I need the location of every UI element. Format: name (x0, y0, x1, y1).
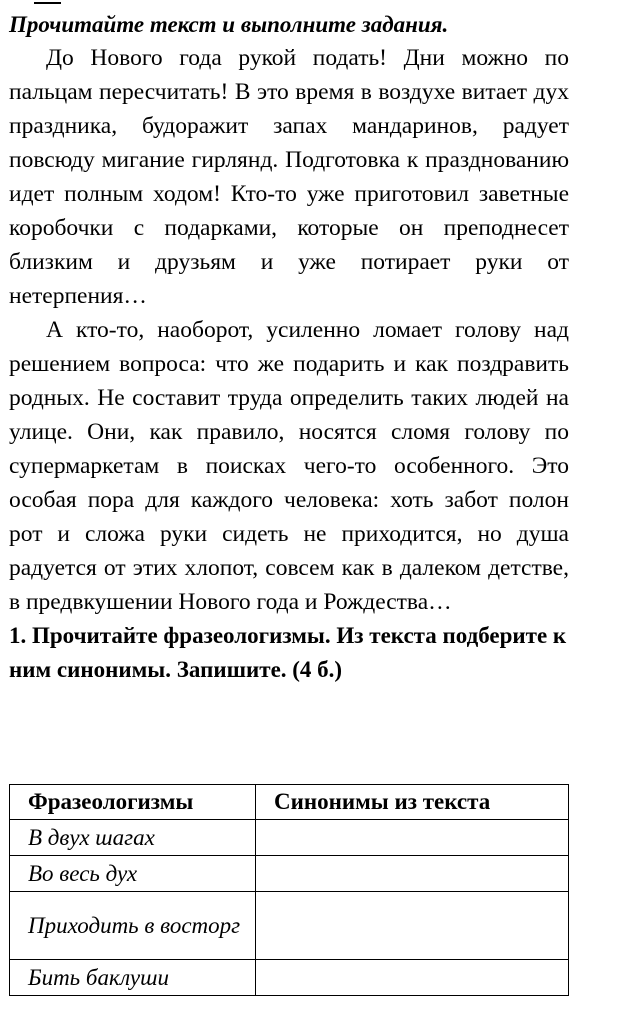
header-phraseologisms: Фразеологизмы (10, 785, 256, 820)
synonym-answer-cell[interactable] (256, 820, 569, 856)
table-header-row (10, 785, 569, 820)
task-1-instruction: 1. Прочитайте фразеологизмы. Из текста подберите к ним синонимы. Запишите. (4 б.) (9, 623, 567, 682)
header-synonyms: Синонимы из текста (256, 785, 569, 820)
phrase-cell: В двух шагах (10, 820, 256, 856)
phrase-cell: Бить баклуши (10, 960, 256, 996)
phraseology-table (9, 784, 569, 996)
table-row (10, 960, 569, 996)
phrase-cell: Во весь дух (10, 856, 256, 892)
text-paragraph-2: А кто-то, наоборот, усиленно ломает голову над решением вопроса: что же подарить и как поздравить родных. Не составит труда определить таких людей на улице. Они, как правило, носятся сломя голову по супермаркетам в поисках чего-то особенного. Это особая пора для каждого человека: хоть забот полон рот и сложа руки сидеть не приходится, но душа радуется от этих хлопот, совсем как в далеком детстве, в предвкушении Нового года и Рождества… (9, 317, 569, 615)
synonym-answer-cell[interactable] (256, 960, 569, 996)
table-row (10, 892, 569, 960)
synonym-answer-cell[interactable] (256, 892, 569, 960)
document-heading: Прочитайте текст и выполните задания. (9, 12, 449, 37)
table-row (10, 820, 569, 856)
synonym-answer-cell[interactable] (256, 856, 569, 892)
phrase-cell: Приходить в восторг (10, 892, 256, 960)
document-page (9, 0, 569, 687)
table-row (10, 856, 569, 892)
text-paragraph-1: До Нового года рукой подать! Дни можно по пальцам пересчитать! В это время в воздухе витает дух праздника, будоражит запах мандаринов, радует повсюду мигание гирлянд. Подготовка к празднованию идет полным ходом! Кто-то уже приготовил заветные коробочки с подарками, которые он преподнесет близким и друзьям и уже потирает руки от нетерпения… (9, 45, 569, 309)
